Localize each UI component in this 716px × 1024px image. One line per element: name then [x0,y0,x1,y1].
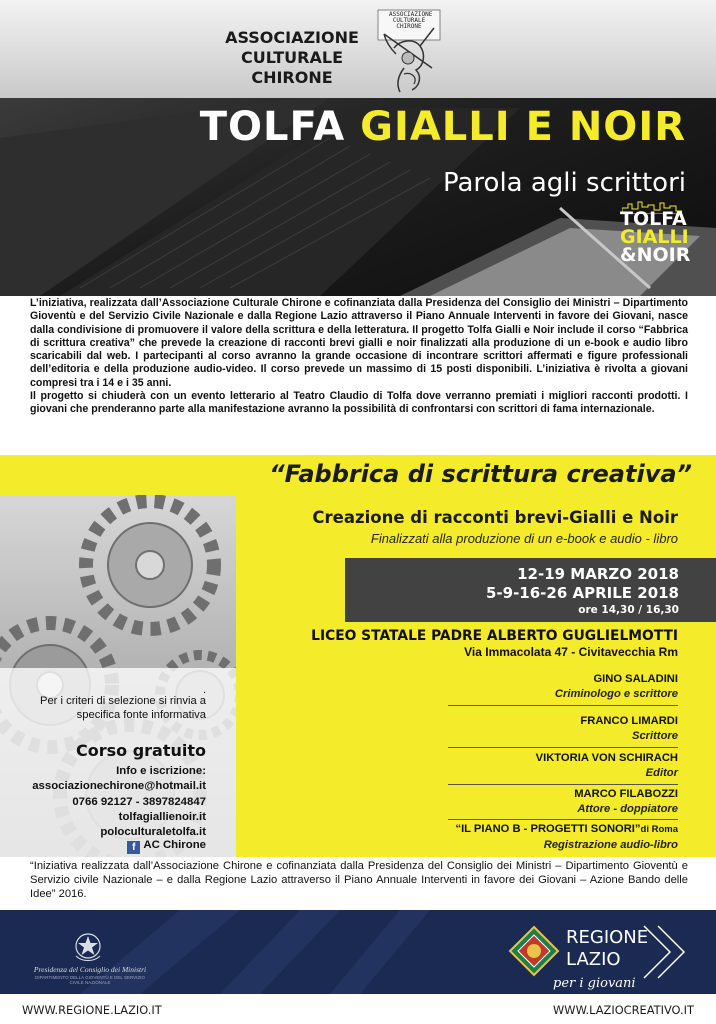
speaker-name-suffix: di Roma [640,824,678,835]
dates-april: 5-9-16-26 APRILE 2018 [485,584,679,602]
selection-criteria: Per i criteri di selezione si rinvia a specifica fonte informativa [39,695,206,721]
speaker-name: VIKTORIA VON SCHIRACH [535,752,678,764]
hero-banner [0,98,716,296]
association-line-3: CHIRONE [251,68,333,87]
mini-logo-line-3: &NOIR [620,244,691,266]
speaker-name [380,823,678,835]
speaker-role: Editor [645,767,678,779]
dates-march: 12-19 MARZO 2018 [517,565,679,583]
venue-name: LICEO STATALE PADRE ALBERTO GUGLIELMOTTI [311,628,678,644]
lazio-creativo-url[interactable]: WWW.LAZIOCREATIVO.IT [553,1003,694,1017]
chevron-right-icon [640,924,700,980]
info-dot: . [202,684,206,696]
event-subtitle: Parola agli scrittori [442,168,686,198]
presidency-department: DIPARTIMENTO DELLA GIOVENTÙ E DEL SERVIZIO CIVILE NAZIONALE [35,975,145,985]
presidency-label: Presidenza del Consiglio dei Ministri [33,965,147,974]
course-title: “Fabbrica di scrittura creativa” [269,460,692,488]
info-heading: Info e iscrizione: [116,765,206,777]
intro-paragraph-2: Il progetto si chiuderà con un evento letterario al Teatro Claudio di Tolfa dove verranno premiati i migliori racconti prodotti. I giovani che prenderanno parte alla manifestazione avranno la possibilità di confrontarsi con scrittori di fama internazionale. [30,390,688,416]
logo-caption-line-3: CHIRONE [396,23,422,30]
mini-logo-line-1: TOLFA [620,208,687,230]
logo-caption-line-1: ASSOCIAZIONE [389,11,433,18]
free-course-label: Corso gratuito [75,741,206,760]
website-link[interactable]: tolfagiallienoir.it [118,810,206,823]
intro-text [30,297,688,417]
speaker-name-main: “IL PIANO B - PROGETTI SONORI” [455,823,641,835]
website-link[interactable]: poloculturaletolfa.it [100,826,206,839]
course-hours: ore 14,30 / 16,30 [578,604,679,616]
facebook-label: AC Chirone [143,839,206,851]
course-subheading: Finalizzati alla produzione di un e-book e audio - libro [370,531,678,546]
venue-address: Via Immacolata 47 - Civitavecchia Rm [464,645,678,659]
phone-numbers: 0766 92127 - 3897824847 [72,795,206,808]
speaker-role: Scrittore [631,730,678,742]
speaker-role: Attore - doppiatore [577,803,678,815]
funding-footnote: “Iniziativa realizzata dall’Associazione Chirone e cofinanziata dalla Presidenza del Consiglio dei Ministri – Dipartimento Gioventù e Servizio civile Nazionale – e dalla Regione Lazio attraverso il Piano Annuale Interventi in favore dei Giovani – Azione Bando delle Idee” 2016. [30,860,688,900]
speaker-role: Registrazione audio-libro [543,839,678,851]
mini-logo-line-2: GIALLI [620,226,689,248]
email-link[interactable]: associazionechirone@hotmail.it [32,780,206,793]
speaker-divider [448,819,678,820]
regione-lazio-url[interactable]: WWW.REGIONE.LAZIO.IT [22,1003,162,1017]
speaker-name: FRANCO LIMARDI [580,715,678,727]
speaker-divider [448,747,678,748]
speaker-name: MARCO FILABOZZI [574,788,678,800]
facebook-icon: f [127,841,140,854]
footer-band [0,910,716,994]
contact-info [8,764,206,840]
region-tagline: per i giovani [553,976,636,991]
association-line-2: CULTURALE [240,48,343,67]
italian-republic-emblem [72,930,104,964]
title-gialli-noir: GIALLI E NOIR [360,104,686,150]
event-title [200,104,686,150]
region-label-line-1: REGIONE [566,927,649,948]
speaker-divider [448,784,678,785]
facebook-link[interactable] [8,839,206,854]
association-name [222,28,362,88]
tolfa-gialli-noir-logo [620,210,690,264]
intro-paragraph-1: L’iniziativa, realizzata dall’Associazione Culturale Chirone e cofinanziata dalla Presidenza del Consiglio dei Ministri – Dipartimento Gioventù e del Servizio Civile Nazionale e dalla Regione Lazio attraverso il Piano Annuale Interventi in favore dei Giovani, nasce dalla condivisione di promuovere il valore della scrittura e della letteratura. Il progetto Tolfa Gialli e Noir include il corso “Fabbrica di scrittura creativa” che prevede la creazione di racconti brevi gialli e noir finalizzati alla produzione di un e-book e audio libro scaricabili dal web. I partecipanti al corso avranno la grande occasione di incontrare scrittori affermati e figure professionali dell’editoria e della produzione audio-video. Il corso prevede un massimo di 15 posti disponibili. L’iniziativa è rivolta a giovani compresi tra i 14 e i 35 anni. [30,297,688,389]
speaker-name: GINO SALADINI [593,673,678,685]
speaker-role: Criminologo e scrittore [554,688,678,700]
region-label-line-2: LAZIO [566,949,621,970]
logo-caption-line-2: CULTURALE [392,17,426,24]
title-tolfa: TOLFA [199,104,361,150]
association-line-1: ASSOCIAZIONE [225,28,359,47]
logo-caption [389,11,433,30]
speaker-divider [448,705,678,706]
regione-lazio-emblem [508,925,560,977]
course-heading: Creazione di racconti brevi-Gialli e Noir [312,508,678,527]
